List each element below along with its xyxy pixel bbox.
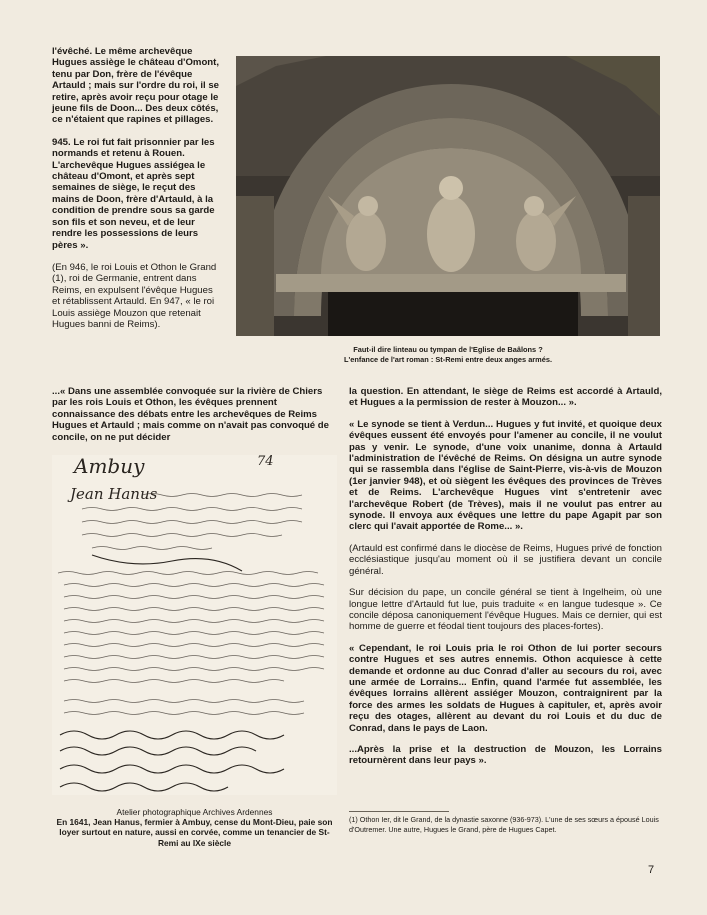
right-paragraph-5: « Cependant, le roi Louis pria le roi Othon de lui porter secours contre Hugues et ses autres ennemis. Othon acquiesce à cette demande et ordonne au duc Conrad d'aller au secours du roi, avec une armée de Lorrains... Enfin, quand l'armée fut assemblée, les évêques lorrains allèrent assiéger Mouzon, contraignirent par la force des armes les soldats de Hugues à capituler, et, après avoir reçu des otages, allèrent au devant du roi Louis et du duc de Conrad, dans le pays de Laon. [349,642,662,734]
left-paragraph-1: l'évêché. Le même archevêque Hugues assiège le château d'Omont, tenu par Don, frère de l'évêque Artauld ; mais sur l'ordre du roi, il se retire, après avoir reçu pour otage le jeune fils de Doon... Des deux côtés, ce n'étaient que rapines et pillages. [52,46,220,126]
photo-caption-line-1: Faut-il dire linteau ou tympan de l'Eglise de Baâlons ? [353,345,543,354]
right-column [349,386,662,767]
left-paragraph-3: (En 946, le roi Louis et Othon le Grand (1), roi de Germanie, entrent dans Reims, en expulsent l'évêque Hugues et rétablissent Artauld. En 947, « le roi Louis assiège Mouzon que retenait Hugues banni de Reims). [52,261,217,330]
manuscript-caption-text: En 1641, Jean Hanus, fermier à Ambuy, cense du Mont-Dieu, paie son loyer surtout en nature, aussi en corvée, comme un tenancier de St-Remi au IXe siècle [56,817,333,848]
photo-caption [236,345,660,365]
manuscript-number: 74 [257,455,274,469]
manuscript-name: Jean Hanus [70,485,158,503]
tympanum-photo [236,56,660,336]
left-paragraph-2: 945. Le roi fut fait prisonnier par les normands et retenu à Rouen. L'archevêque Hugues assiégea le château d'Omont, et après sept semaines de siège, le reçut des mains de Doon, frère d'Artauld, à la condition de prendre sous sa garde son fils et son neveu, et de leur rendre les possessions de leurs pères ». [52,136,215,251]
manuscript-image [52,455,337,795]
manuscript-heading: Ambuy [74,455,145,478]
page-number: 7 [648,864,655,876]
manuscript-credit: Atelier photographique Archives Ardennes [116,807,273,817]
assembly-paragraph: ...« Dans une assemblée convoquée sur la rivière de Chiers par les rois Louis et Othon, les évêques prennent connaissance des débats entre les archevêques de Reims Hugues et Artauld ; mais comme on n'avait pas convoqué de concile, on ne put décider [52,386,330,443]
footnote-divider [349,811,449,812]
photo-caption-line-2: L'enfance de l'art roman : St-Remi entre deux anges armés. [343,355,553,364]
right-paragraph-2: « Le synode se tient à Verdun... Hugues y fut invité, et quoique deux évêques eussent été envoyés pour l'amener au concile, il ne voulut pas y venir. Le synode, d'une voix unanime, donna à Artauld l'administration de l'évêché de Reims. On désigna un autre synode qui se rassembla dans l'église de Saint-Pierre, vis-à-vis de Mouzon (1er janvier 948), et où siègent les évêques des provinces de Trèves et de Reims. L'archevêque Hugues vint s'entretenir avec l'archevêque Robert (de Trèves), mais il ne voulut pas entrer au synode. Il envoya aux évêques une lettre du pape Agapit par son clerc qui l'avait apportée de Rome... ». [349,418,662,533]
right-paragraph-3: (Artauld est confirmé dans le diocèse de Reims, Hugues privé de fonction ecclésiastique jusqu'au moment où il se justifiera devant un concile général. [349,542,662,577]
manuscript-caption [52,807,337,848]
left-column [52,46,222,330]
right-paragraph-1: la question. En attendant, le siège de Reims est accordé à Artauld, et Hugues a la permission de rester à Mouzon... ». [349,386,662,409]
assembly-paragraph-block [52,386,337,443]
footnote: (1) Othon Ier, dit le Grand, de la dynastie saxonne (936-973). L'une de ses sœurs a épousé Louis d'Outremer. Une autre, Hugues le Grand, père de Hugues Capet. [349,815,659,834]
right-paragraph-6: ...Après la prise et la destruction de Mouzon, les Lorrains retournèrent dans leur pays ». [349,743,662,767]
right-paragraph-4: Sur décision du pape, un concile général se tient à Ingelheim, où une longue lettre d'Artauld fut lue, puis traduite « en langue tudesque ». Ce concile déposa canoniquement l'évêque Hugues. Mais ce dernier, qui est homme de guerre et féodal tient toujours des places-fortes). [349,587,662,633]
